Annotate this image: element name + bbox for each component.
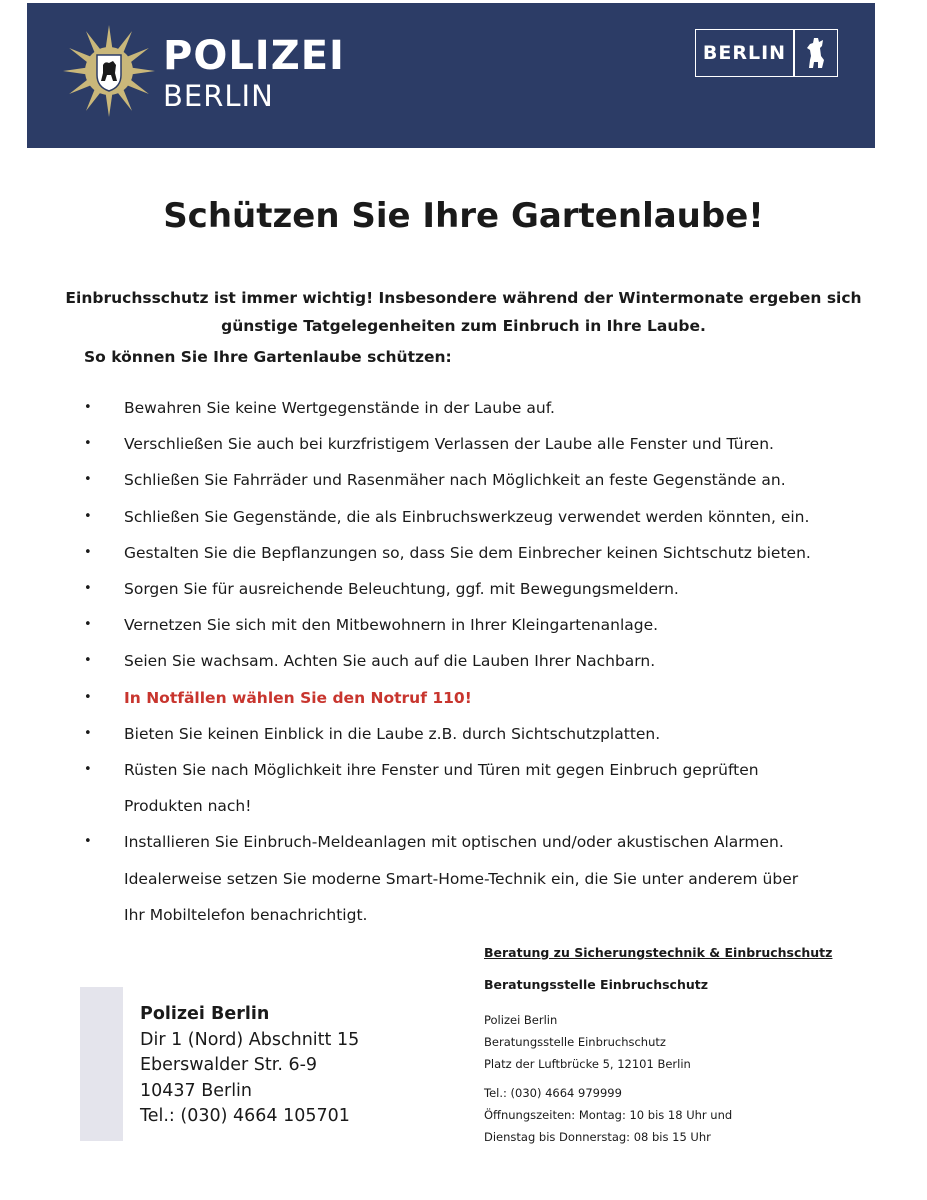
station-street: Eberswalder Str. 6-9 (140, 1055, 318, 1075)
bullet-icon: • (84, 436, 92, 452)
tip-text: Sorgen Sie für ausreichende Beleuchtung, ggf. mit Bewegungsmeldern. (124, 580, 679, 598)
tips-subheading: So können Sie Ihre Gartenlaube schützen: (84, 348, 452, 366)
tip-text: Seien Sie wachsam. Achten Sie auch auf die Lauben Ihrer Nachbarn. (124, 652, 656, 671)
header-banner (27, 3, 875, 148)
advice-phone: Tel.: (030) 4664 979999 (484, 1086, 622, 1100)
tip-text: Produkten nach! (124, 797, 252, 816)
station-address-block (140, 1002, 359, 1130)
advice-heading: Beratung zu Sicherungstechnik & Einbruchschutz (484, 945, 833, 960)
tip-text: Verschließen Sie auch bei kurzfristigem Verlassen der Laube alle Fenster und Türen. (124, 435, 774, 454)
brand-subtitle: BERLIN (163, 79, 274, 113)
bullet-icon: • (84, 508, 92, 524)
advice-hours-1: Öffnungszeiten: Montag: 10 bis 18 Uhr und (484, 1108, 733, 1122)
tip-text: Schließen Sie Gegenstände, die als Einbruchswerkzeug verwendet werden könnten, ein. (124, 507, 810, 526)
intro-text: Einbruchsschutz ist immer wichtig! Insbesondere während der Wintermonate ergeben sich günstige Tatgelegenheiten zum Einbruch in Ihre Laube. (65, 289, 862, 335)
grey-stripe (80, 987, 123, 1141)
tip-text: Vernetzen Sie sich mit den Mitbewohnern in Ihrer Kleingartenanlage. (124, 616, 659, 635)
station-phone: Tel.: (030) 4664 105701 (140, 1106, 350, 1126)
bullet-icon: • (84, 725, 92, 741)
tip-text: Bewahren Sie keine Wertgegenstände in der Laube auf. (124, 399, 555, 417)
advice-address-block (484, 1009, 691, 1075)
police-star-logo (61, 23, 157, 119)
berlin-bear-icon (795, 36, 838, 70)
tip-text: Rüsten Sie nach Möglichkeit ihre Fenster und Türen mit gegen Einbruch geprüften (124, 761, 759, 779)
advice-contact-block (484, 1082, 732, 1148)
bullet-icon: • (84, 762, 92, 777)
bullet-icon: • (84, 689, 92, 705)
tip-text: Idealerweise setzen Sie moderne Smart-Home-Technik ein, die Sie unter anderem über (124, 869, 799, 888)
brand-wordmark (163, 33, 345, 113)
berlin-badge (695, 29, 838, 77)
tip-text: Installieren Sie Einbruch-Meldeanlagen mit optischen und/oder akustischen Alarmen. (124, 833, 784, 852)
bullet-icon: • (84, 834, 92, 850)
bullet-icon: • (84, 581, 92, 596)
advice-office: Beratungsstelle Einbruchschutz (484, 1035, 666, 1049)
advice-address: Platz der Luftbrücke 5, 12101 Berlin (484, 1057, 691, 1071)
tip-text: Ihr Mobiltelefon benachrichtigt. (124, 905, 368, 924)
station-city: 10437 Berlin (140, 1080, 253, 1101)
advice-hours-2: Dienstag bis Donnerstag: 08 bis 15 Uhr (484, 1130, 711, 1144)
page-title: Schützen Sie Ihre Gartenlaube! (163, 196, 764, 236)
berlin-badge-label: BERLIN (702, 42, 787, 64)
bullet-icon: • (84, 617, 92, 633)
station-name: Polizei Berlin (140, 1004, 270, 1024)
bullet-icon: • (84, 400, 92, 415)
brand-title: POLIZEI (163, 33, 345, 79)
tip-text: Gestalten Sie die Bepflanzungen so, dass Sie dem Einbrecher keinen Sichtschutz bieten. (124, 543, 811, 562)
tip-text: Bieten Sie keinen Einblick in die Laube z.B. durch Sichtschutzplatten. (124, 724, 661, 743)
advice-subheading: Beratungsstelle Einbruchschutz (484, 977, 708, 992)
advice-org: Polizei Berlin (484, 1013, 558, 1027)
tip-text: Schließen Sie Fahrräder und Rasenmäher nach Möglichkeit an feste Gegenstände an. (124, 471, 786, 490)
bullet-icon: • (84, 544, 92, 560)
station-unit: Dir 1 (Nord) Abschnitt 15 (140, 1029, 360, 1050)
bullet-icon: • (84, 653, 92, 669)
bullet-icon: • (84, 472, 92, 488)
tip-text: In Notfällen wählen Sie den Notruf 110! (124, 688, 472, 707)
